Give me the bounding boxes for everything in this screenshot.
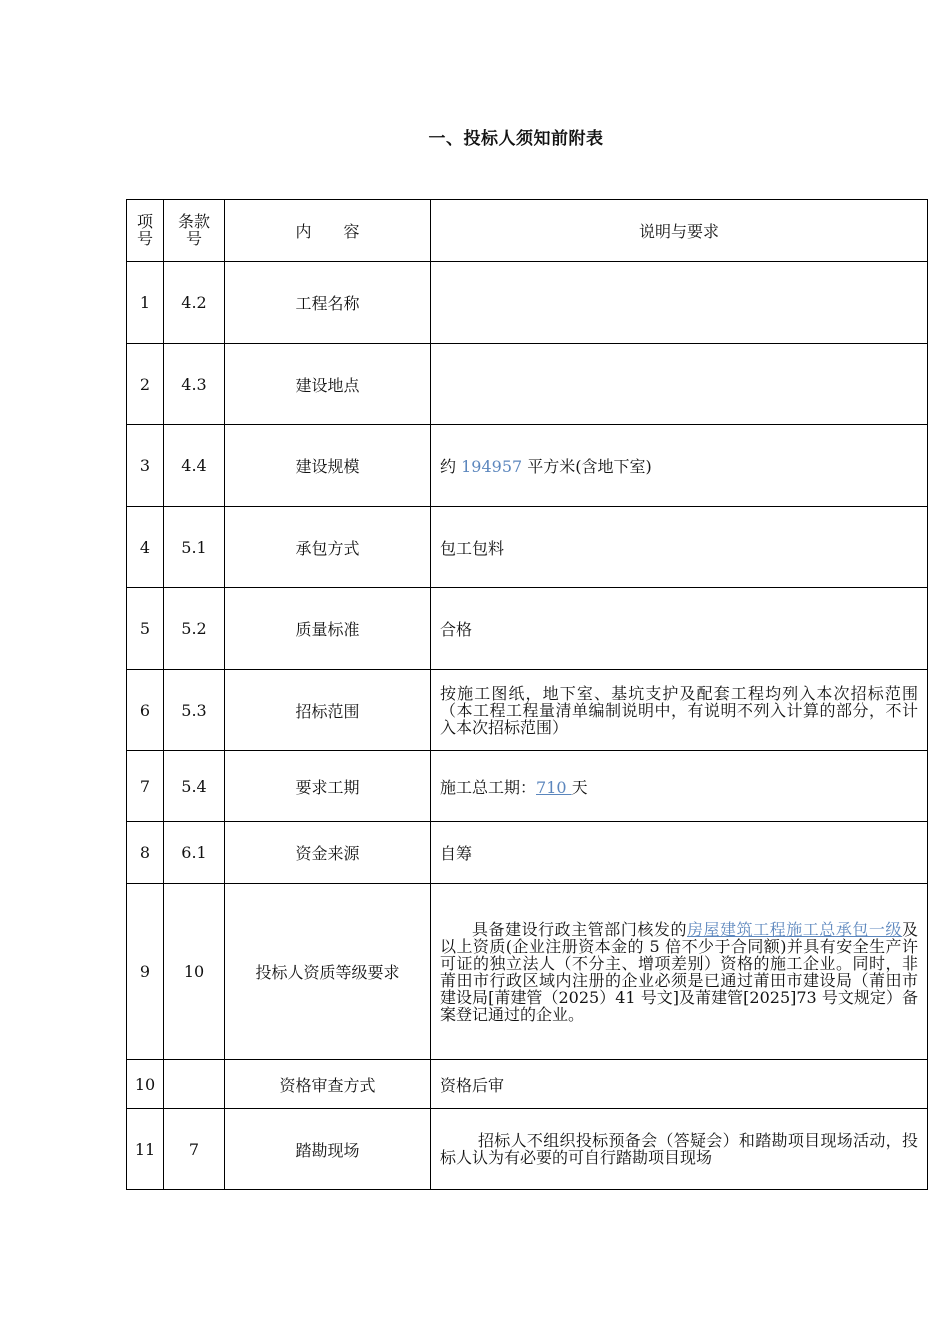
bid-front-table: [126, 199, 928, 1190]
table-row: [127, 507, 928, 588]
row-clause: 4.4: [164, 425, 225, 507]
row-clause: 7: [164, 1109, 225, 1190]
row-content: 资格审查方式: [225, 1060, 431, 1109]
header-item-no: 项 号: [127, 200, 164, 262]
row-content: 要求工期: [225, 751, 431, 822]
row-content: 质量标准: [225, 588, 431, 670]
row-clause: [164, 1060, 225, 1109]
row-description: [431, 262, 928, 344]
row-content: 工程名称: [225, 262, 431, 344]
header-clause-no: 条款 号: [164, 200, 225, 262]
row-description: 包工包料: [431, 507, 928, 588]
header-description: 说明与要求: [431, 200, 928, 262]
row-no: 4: [127, 507, 164, 588]
qualification-link[interactable]: 房屋建筑工程施工总承包一级: [686, 919, 902, 939]
row-clause: 6.1: [164, 822, 225, 884]
table-header-row: [127, 200, 928, 262]
row-no: 5: [127, 588, 164, 670]
row-clause: 4.2: [164, 262, 225, 344]
row-content: 承包方式: [225, 507, 431, 588]
duration-value-link[interactable]: 710: [536, 777, 572, 797]
row-description: 施工总工期：710 天: [431, 751, 928, 822]
row-no: 7: [127, 751, 164, 822]
row-no: 10: [127, 1060, 164, 1109]
row-no: 8: [127, 822, 164, 884]
row-clause: 5.2: [164, 588, 225, 670]
row-content: 建设地点: [225, 344, 431, 425]
table-row: [127, 1109, 928, 1190]
row-clause: 4.3: [164, 344, 225, 425]
row-clause: 5.3: [164, 670, 225, 751]
row-no: 1: [127, 262, 164, 344]
row-content: 踏勘现场: [225, 1109, 431, 1190]
row-no: 6: [127, 670, 164, 751]
row-clause: 5.4: [164, 751, 225, 822]
row-no: 2: [127, 344, 164, 425]
table-row: [127, 344, 928, 425]
row-description: 资格后审: [431, 1060, 928, 1109]
row-description: 招标人不组织投标预备会（答疑会）和踏勘项目现场活动，投标人认为有必要的可自行踏勘项目现场: [431, 1109, 928, 1190]
row-description: 按施工图纸，地下室、基坑支护及配套工程均列入本次招标范围（本工程工程量清单编制说明中，有说明不列入计算的部分，不计入本次招标范围）: [431, 670, 928, 751]
row-no: 11: [127, 1109, 164, 1190]
row-no: 9: [127, 884, 164, 1060]
row-content: 招标范围: [225, 670, 431, 751]
row-clause: 10: [164, 884, 225, 1060]
table-row: [127, 670, 928, 751]
header-content: 内 容: [225, 200, 431, 262]
table-row: [127, 1060, 928, 1109]
row-content: 投标人资质等级要求: [225, 884, 431, 1060]
row-no: 3: [127, 425, 164, 507]
row-description: 具备建设行政主管部门核发的房屋建筑工程施工总承包一级及以上资质(企业注册资本金的 5 倍不少于合同额)并具有安全生产许可证的独立法人（不分主、增项差别）资格的施工企业。同时，非莆田市行政区域内注册的企业必须是已通过莆田市建设局（莆田市建设局[莆建管（2025）41 号文]及莆建管[2025]73 号文规定）备案登记通过的企业。: [431, 884, 928, 1060]
table-row: [127, 822, 928, 884]
table-row: [127, 884, 928, 1060]
row-clause: 5.1: [164, 507, 225, 588]
row-description: [431, 344, 928, 425]
table-row: [127, 751, 928, 822]
row-description: 合格: [431, 588, 928, 670]
table-row: [127, 425, 928, 507]
table-row: [127, 262, 928, 344]
row-description: 约 194957 平方米(含地下室): [431, 425, 928, 507]
table-row: [127, 588, 928, 670]
row-content: 资金来源: [225, 822, 431, 884]
row-content: 建设规模: [225, 425, 431, 507]
page-title: 一、投标人须知前附表: [428, 129, 604, 149]
scale-value-link[interactable]: 194957: [461, 457, 523, 476]
row-description: 自筹: [431, 822, 928, 884]
